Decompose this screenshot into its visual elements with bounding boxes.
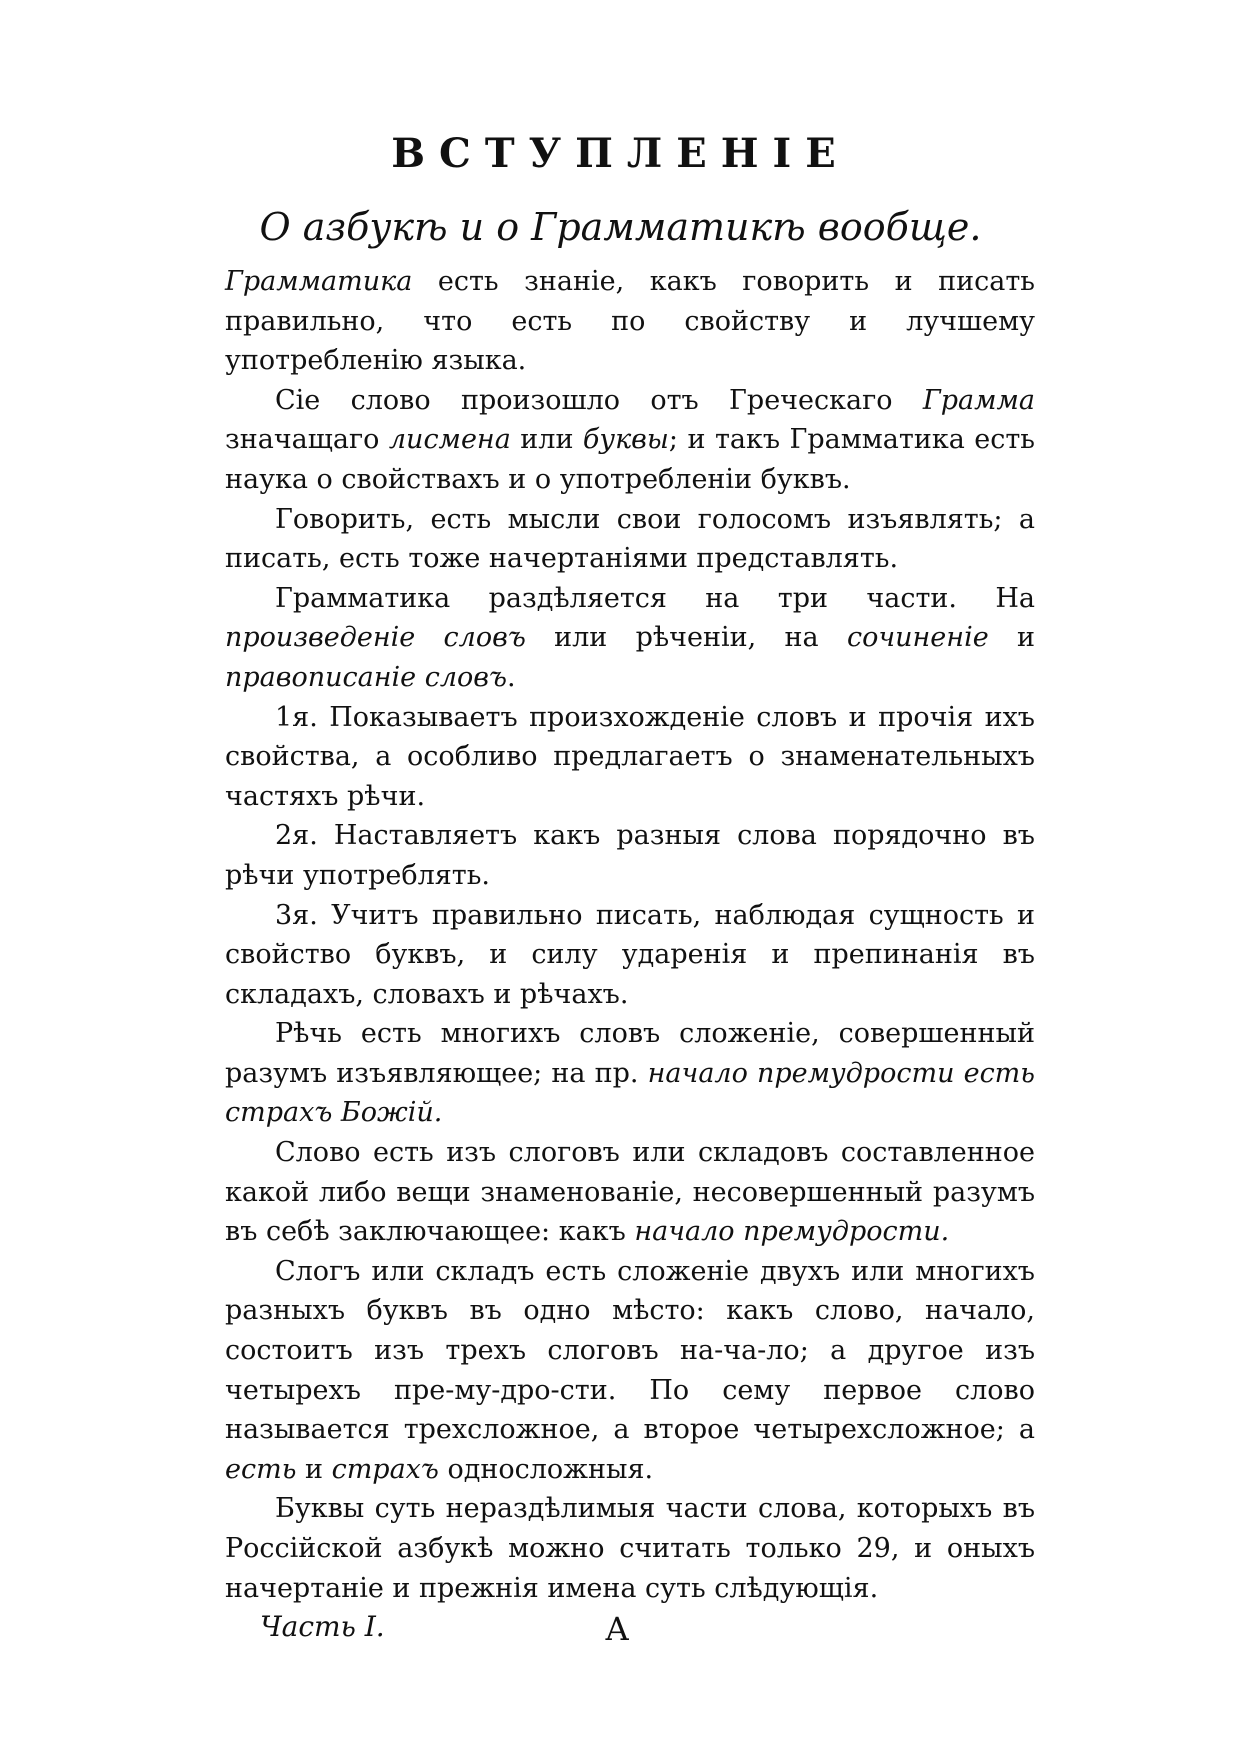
part-label: Часть I. [260,1610,385,1643]
body-text [225,262,1035,1608]
paragraph-letters: Буквы суть нераздѣлимыя части слова, которыхъ въ Россійской азбукѣ можно считать только 29, и оныхъ начертаніе и прежнія имена суть слѣдующія. [225,1493,1035,1604]
paragraph-speaking-writing: Говорить, есть мысли свои голосомъ изъявлять; а писать, есть тоже начертаніями представлять. [225,503,1035,575]
paragraph-part-three: 3я. Учитъ правильно писать, наблюдая сущность и свойство буквъ, и силу ударенія и препинанія въ складахъ, словахъ и рѣчахъ. [225,899,1035,1010]
page-heading: ВСТУПЛЕНІЕ [391,130,850,177]
page-subheading: О азбукѣ и о Грамматикѣ вообще. [259,205,982,249]
paragraph-etymology: Сіе слово произошло отъ Греческаго Грамма значащаго лисмена или буквы; и такъ Грамматика есть наука о свойствахъ и о употребленіи буквъ. [225,384,1036,495]
paragraph-part-one: 1я. Показываетъ произхожденіе словъ и прочія ихъ свойства, а особливо предлагаетъ о знаменательныхъ частяхъ рѣчи. [225,701,1035,812]
signature-mark: А [605,1610,630,1648]
page-footer [0,1610,1241,1650]
paragraph-syllable: Слогъ или складъ есть сложеніе двухъ или многихъ разныхъ буквъ въ одно мѣсто: какъ слово, начало, состоитъ изъ трехъ слоговъ на-ча-ло; а другое изъ четырехъ пре-му-дро-сти. По сему первое слово называется трехсложное, а второе четырехсложное; а есть и страхъ односложныя. [225,1255,1035,1485]
paragraph-part-two: 2я. Наставляетъ какъ разныя слова порядочно въ рѣчи употреблять. [225,820,1035,891]
paragraph-word: Слово есть изъ слоговъ или складовъ составленное какой либо вещи знаменованіе, несовершенный разумъ въ себѣ заключающее: какъ начало премудрости. [225,1137,1035,1248]
paragraph-speech: Рѣчь есть многихъ словъ сложеніе, совершенный разумъ изъявляющее; на пр. начало премудрости есть страхъ Божій. [225,1018,1035,1129]
paragraph-three-parts: Грамматика раздѣляется на три части. На произведеніе словъ или рѣченіи, на сочиненіе и правописаніе словъ. [225,582,1036,693]
term-grammatika: Грамматика [225,266,413,297]
paragraph-grammar-definition: Грамматика есть знаніе, какъ говорить и писать правильно, что есть по свойству и лучшему употребленію языка. [225,266,1035,377]
